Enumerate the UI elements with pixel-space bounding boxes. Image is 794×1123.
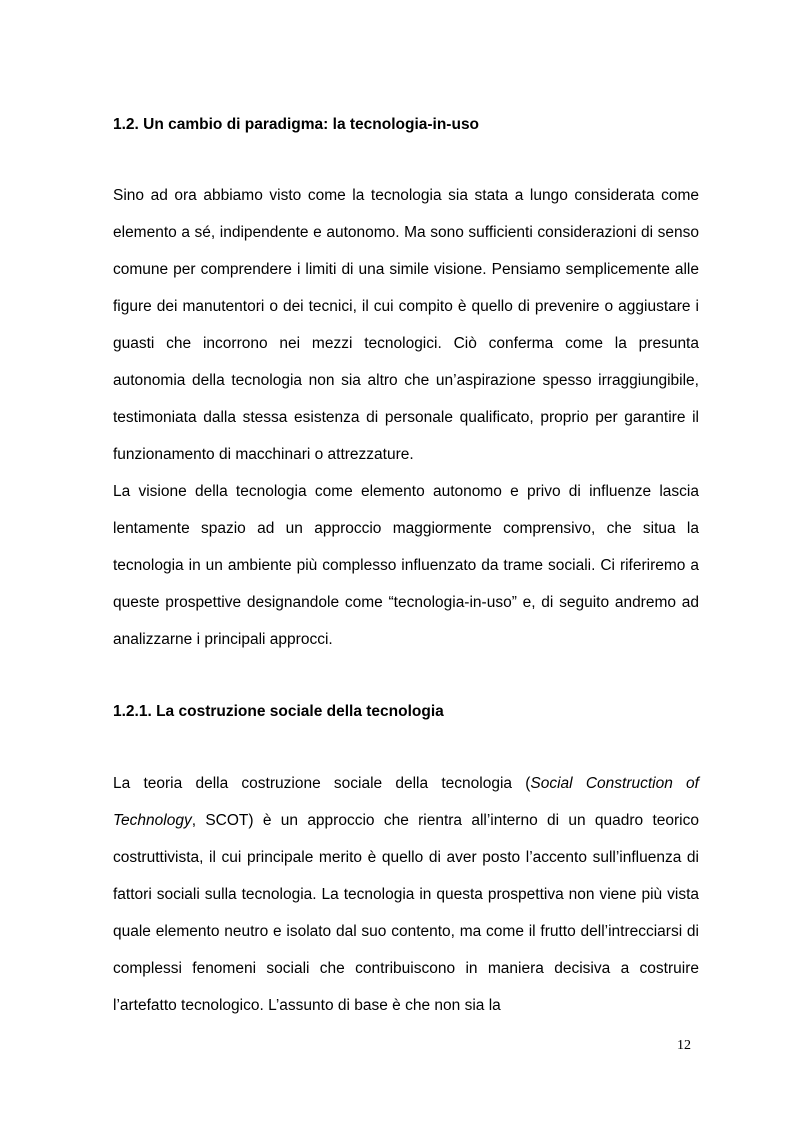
subsection-paragraph-rest: , SCOT) è un approccio che rientra all’interno di un quadro teorico costruttivista, il cui principale merito è quello di aver posto l’accento sull’influenza di fattori sociali sulla tecnologia. La tecnologia in questa prospettiva non viene più vista quale elemento neutro e isolato dal suo contento, ma come il frutto dell’intrecciarsi di complessi fenomeni sociali che contribuiscono in maniera decisiva a costruire l’artefatto tecnologico. L’assunto di base è che non sia la [113, 812, 699, 1014]
section-paragraph-1: Sino ad ora abbiamo visto come la tecnologia sia stata a lungo considerata come elemento a sé, indipendente e autonomo. Ma sono sufficienti considerazioni di senso comune per comprendere i limiti di una simile visione. Pensiamo semplicemente alle figure dei manutentori o dei tecnici, il cui compito è quello di prevenire o aggiustare i guasti che incorrono nei mezzi tecnologici. Ciò conferma come la presunta autonomia della tecnologia non sia altro che un’aspirazione spesso irraggiungibile, testimoniata dalla stessa esistenza di personale qualificato, proprio per garantire il funzionamento di macchinari o attrezzature. [113, 187, 699, 463]
subsection-paragraph-italic-term: Social Construction of Technology [113, 775, 699, 829]
subsection-paragraph [113, 765, 699, 1024]
section-heading: 1.2. Un cambio di paradigma: la tecnologia-in-uso [113, 116, 480, 133]
page-number: 12 [677, 1038, 691, 1053]
section-paragraph-2: La visione della tecnologia come elemento autonomo e privo di influenze lascia lentamente spazio ad un approccio maggiormente comprensivo, che situa la tecnologia in un ambiente più complesso influenzato da trame sociali. Ci riferiremo a queste prospettive designandole come “tecnologia-in-uso” e, di seguito andremo ad analizzarne i principali approcci. [113, 483, 699, 648]
subsection-paragraph-intro: La teoria della costruzione sociale della tecnologia ( [113, 775, 531, 792]
subsection-heading: 1.2.1. La costruzione sociale della tecnologia [113, 703, 444, 720]
